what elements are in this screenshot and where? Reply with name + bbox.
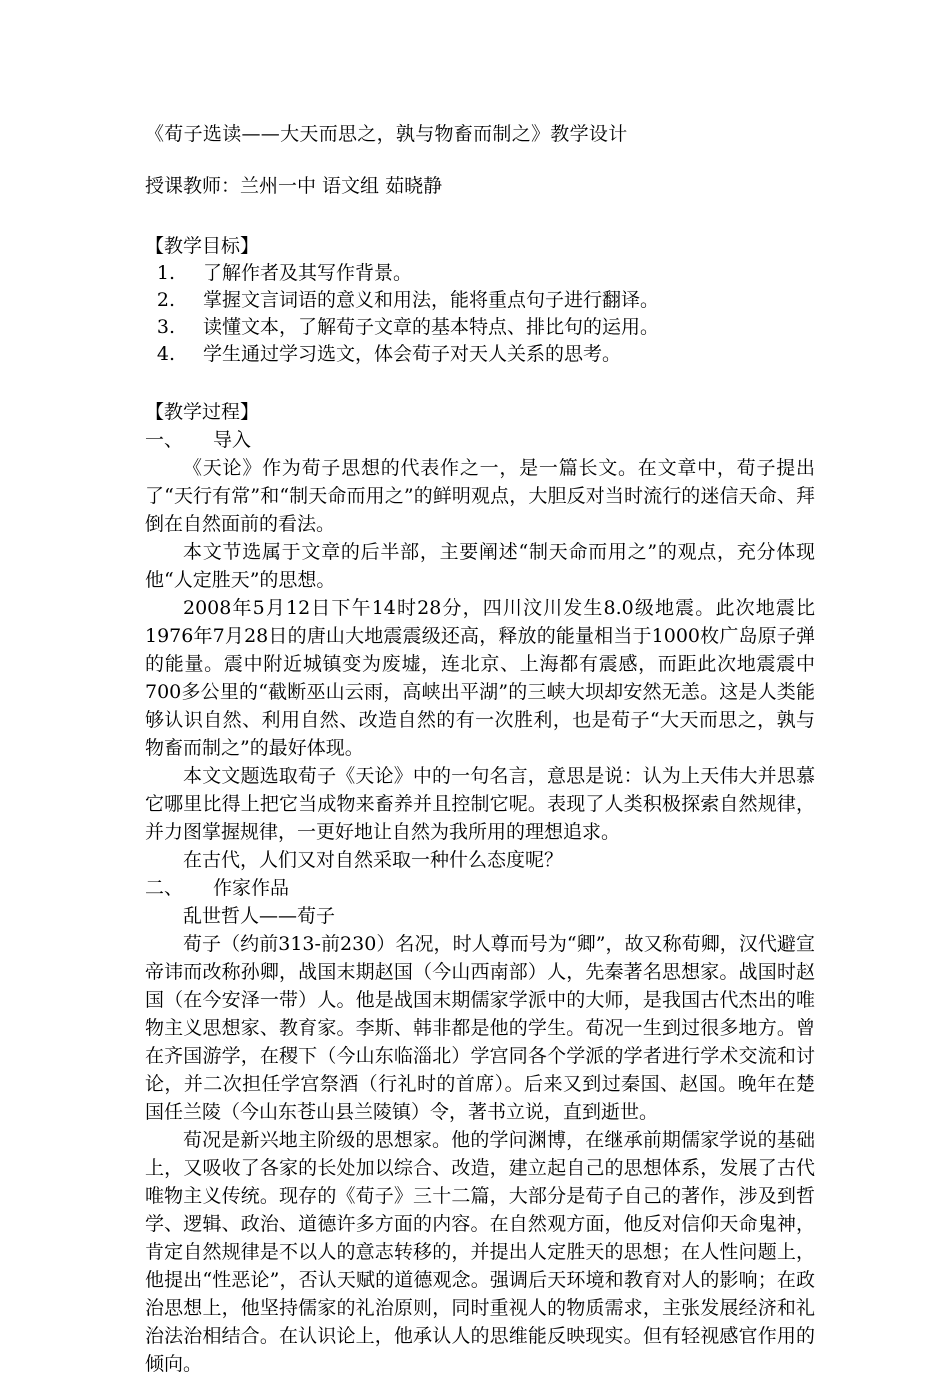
- goal-number: 1.: [156, 262, 175, 284]
- goal-text: 学生通过学习选文，体会荀子对天人关系的思考。: [203, 343, 622, 365]
- process-heading: 【教学过程】: [145, 401, 260, 423]
- section-number: 二、: [145, 877, 184, 899]
- paragraph: 荀子（约前313-前230）名况，时人尊而号为“卿”，故又称荀卿，汉代避宣帝讳而改称孙卿，战国末期赵国（今山西南部）人，先秦著名思想家。战国时赵国（在今安泽一带）人。他是战国末期儒家学派中的大师，是我国古代杰出的唯物主义思想家、教育家。李斯、韩非都是他的学生。荀况一生到过很多地方。曾在齐国游学，在稷下（今山东临淄北）学宫同各个学派的学者进行学术交流和讨论，并二次担任学宫祭酒（行礼时的首席）。后来又到过秦国、赵国。晚年在楚国任兰陵（今山东苍山县兰陵镇）令，著书立说，直到逝世。: [145, 933, 815, 1123]
- paragraph: 2008年5月12日下午14时28分，四川汶川发生8.0级地震。此次地震比1976年7月28日的唐山大地震震级还高，释放的能量相当于1000枚广岛原子弹的能量。震中附近城镇变为废墟，连北京、上海都有震感，而距此次地震震中700多公里的“截断巫山云雨，高峡出平湖”的三峡大坝却安然无恙。这是人类能够认识自然、利用自然、改造自然的有一次胜利，也是荀子“大天而思之，孰与物畜而制之”的最好体现。: [145, 597, 815, 759]
- goals-list: [145, 260, 815, 368]
- teacher-line: 授课教师：兰州一中 语文组 茹晓静: [145, 175, 443, 197]
- goal-text: 读懂文本，了解荀子文章的基本特点、排比句的运用。: [203, 316, 660, 338]
- section-title: 导入: [213, 429, 252, 451]
- document-title: 《荀子选读——大天而思之，孰与物畜而制之》教学设计: [145, 123, 628, 145]
- goal-item: [145, 341, 815, 368]
- paragraph: 本文节选属于文章的后半部，主要阐述“制天命而用之”的观点，充分体现他“人定胜天”的思想。: [145, 541, 815, 591]
- goal-text: 了解作者及其写作背景。: [203, 262, 413, 284]
- paragraph: 荀况是新兴地主阶级的思想家。他的学问渊博，在继承前期儒家学说的基础上，又吸收了各家的长处加以综合、改造，建立起自己的思想体系，发展了古代唯物主义传统。现存的《荀子》三十二篇，大部分是荀子自己的著作，涉及到哲学、逻辑、政治、道德许多方面的内容。在自然观方面，他反对信仰天命鬼神，肯定自然规律是不以人的意志转移的，并提出人定胜天的思想；在人性问题上，他提出“性恶论”，否认天赋的道德观念。强调后天环境和教育对人的影响；在政治思想上，他坚持儒家的礼治原则，同时重视人的物质需求，主张发展经济和礼治法治相结合。在认识论上，他承认人的思维能反映现实。但有轻视感官作用的倾向。: [145, 1129, 815, 1375]
- goals-heading: 【教学目标】: [145, 235, 260, 257]
- section-heading-author: [145, 874, 815, 902]
- section-title: 作家作品: [213, 877, 290, 899]
- document-page: [145, 118, 815, 1378]
- goal-number: 2.: [156, 289, 175, 311]
- goal-number: 3.: [156, 316, 175, 338]
- paragraph: 本文文题选取荀子《天论》中的一句名言，意思是说：认为上天伟大并思慕它哪里比得上把它当成物来畜养并且控制它呢。表现了人类积极探索自然规律，并力图掌握规律，一更好地让自然为我所用的理想追求。: [145, 765, 815, 843]
- goal-text: 掌握文言词语的意义和用法，能将重点句子进行翻译。: [203, 289, 660, 311]
- paragraph: 在古代，人们又对自然采取一种什么态度呢？: [183, 849, 564, 871]
- goal-number: 4.: [156, 343, 175, 365]
- goal-item: [145, 260, 815, 287]
- section-number: 一、: [145, 429, 184, 451]
- section-heading-intro: [145, 426, 815, 454]
- goal-item: [145, 314, 815, 341]
- goal-item: [145, 287, 815, 314]
- subheading: 乱世哲人——荀子: [183, 905, 336, 927]
- paragraph: 《天论》作为荀子思想的代表作之一，是一篇长文。在文章中，荀子提出了“天行有常”和“制天命而用之”的鲜明观点，大胆反对当时流行的迷信天命、拜倒在自然面前的看法。: [145, 457, 815, 535]
